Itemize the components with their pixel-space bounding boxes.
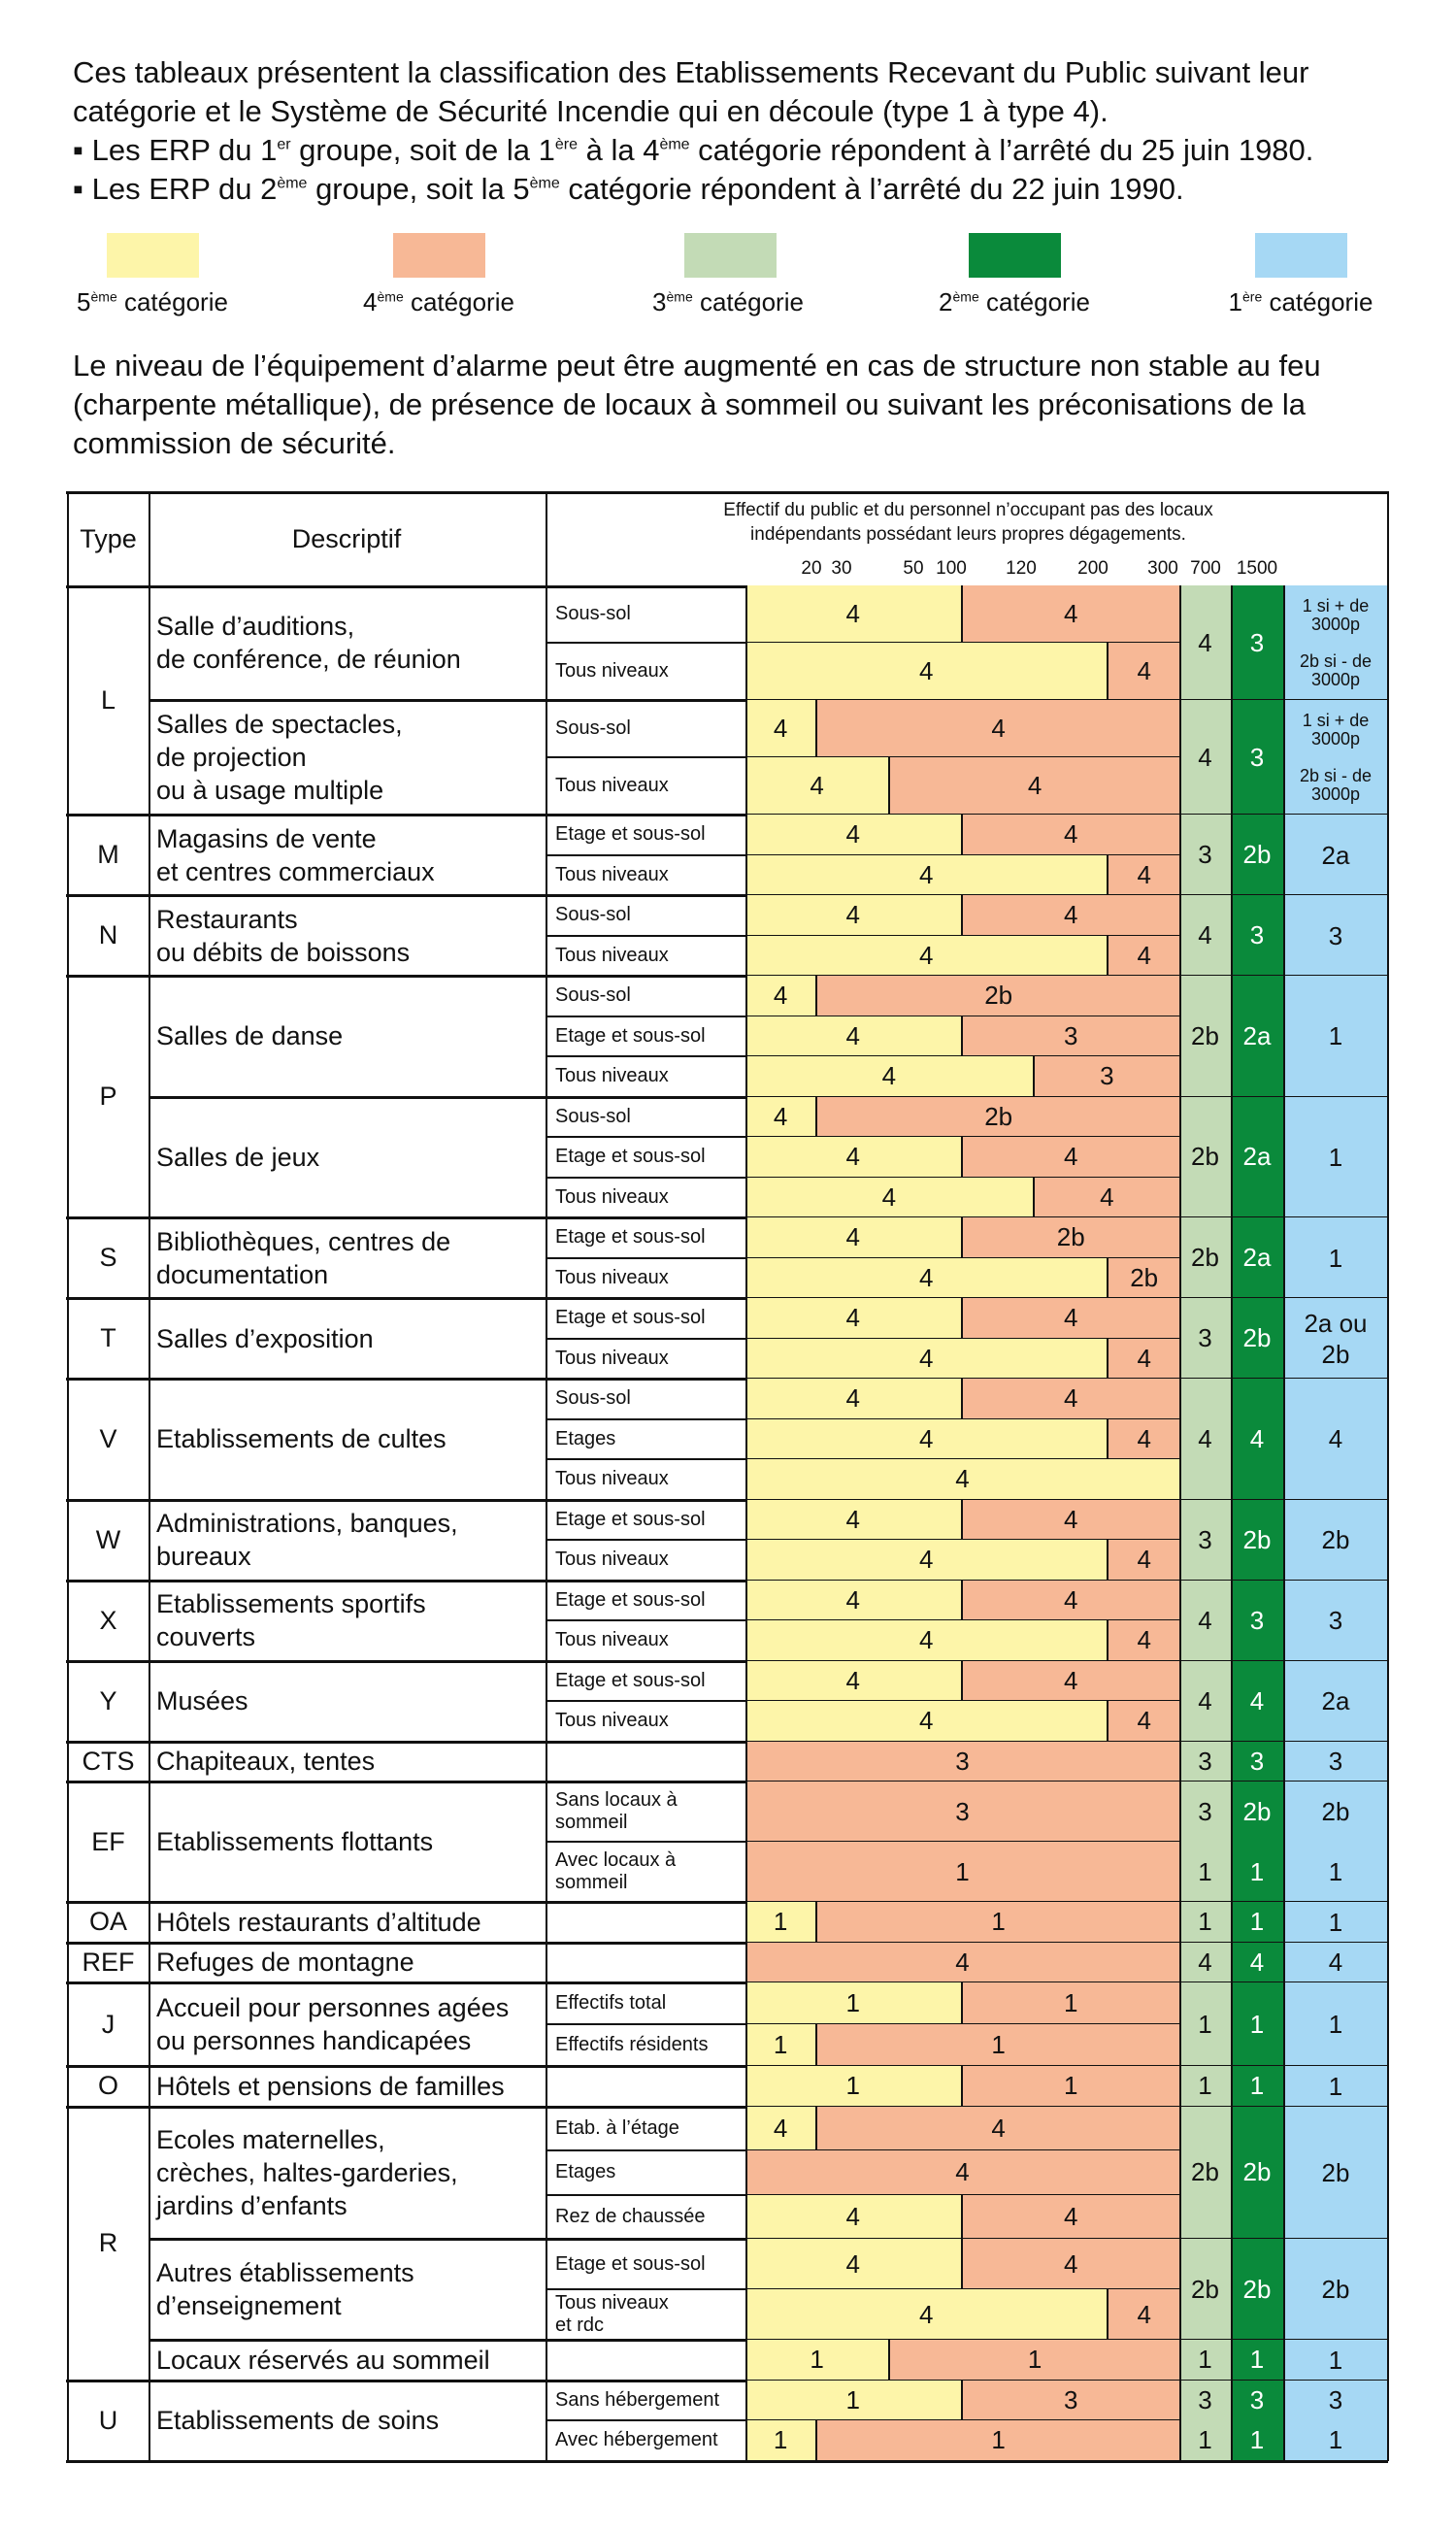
sub-row-label: Tous niveaux — [555, 660, 669, 682]
tick-label: 700 — [1190, 558, 1221, 579]
effectif-bar: 4 — [1109, 643, 1179, 700]
effectif-bar: 4 — [745, 1097, 817, 1138]
sub-row-label: Tous niveaux — [555, 1549, 669, 1571]
cat3-cell: 2b — [1179, 2107, 1231, 2240]
effectif-bar: 4 — [745, 700, 817, 757]
cat1-cell: 1 — [1283, 2066, 1388, 2107]
effectif-bar: 4 — [745, 815, 963, 855]
cat3-cell: 1 — [1179, 1902, 1231, 1943]
sub-row-label: Tous niveaux et rdc — [555, 2292, 669, 2336]
effectif-bar: 4 — [963, 2195, 1180, 2240]
effectif-bar: 2b — [1109, 1258, 1179, 1299]
effectif-bar: 1 — [890, 2340, 1179, 2381]
legend-label-cat2: 2ème catégorie — [939, 287, 1090, 316]
effectif-bar: 4 — [745, 1500, 963, 1541]
cat2-cell: 3 — [1231, 1581, 1283, 1661]
cat3-cell: 4 — [1179, 895, 1231, 976]
sub-row-label: Etage et sous-sol — [555, 1588, 706, 1611]
intro-line-3: ▪ Les ERP du 2ème groupe, soit la 5ème catégorie répondent à l’arrêté du 22 juin 1990. — [73, 172, 1184, 206]
sub-row-label: Effectifs résidents — [555, 2034, 709, 2055]
cat2-cell: 3 — [1231, 585, 1283, 700]
type-cell: V — [99, 1423, 117, 1453]
legend-label-cat1: 1ère catégorie — [1228, 287, 1373, 316]
effectif-bar: 4 — [745, 1540, 1109, 1581]
column-divider — [546, 491, 547, 2461]
cat1-cell: 4 — [1283, 1943, 1388, 1983]
header-effectif-line2: indépendants possédant leurs propres dégagements. — [750, 524, 1186, 545]
cat2-cell: 4 — [1231, 1379, 1283, 1500]
effectif-bar: 4 — [1109, 1339, 1179, 1380]
type-cell: OA — [88, 1907, 127, 1937]
cat3-cell: 4 — [1179, 1581, 1231, 1661]
cat3-cell: 1 — [1179, 1982, 1231, 2066]
effectif-bar: 4 — [963, 815, 1180, 855]
description-cell: Etablissements sportifs couverts — [156, 1589, 426, 1651]
sub-row-label: Tous niveaux — [555, 863, 669, 885]
effectif-bar: 1 — [745, 2340, 890, 2381]
cat1-cell: 3 — [1283, 1742, 1388, 1782]
cat2-cell: 2b — [1231, 815, 1283, 895]
cat1-cell: 3 — [1283, 895, 1388, 976]
cat1-cell: 1 si + de 3000p 2b si - de 3000p — [1283, 700, 1388, 815]
cat3-cell: 3 — [1179, 1500, 1231, 1581]
sub-row-label: Sous-sol — [555, 904, 631, 926]
type-cell: R — [98, 2228, 118, 2257]
cat3-cell: 2b — [1179, 1217, 1231, 1298]
cat2-cell: 2a — [1231, 976, 1283, 1097]
effectif-bar: 4 — [745, 1298, 963, 1339]
cat1-cell: 2b — [1283, 2239, 1388, 2340]
cat2-cell: 1 — [1231, 2420, 1283, 2461]
effectif-bar: 3 — [745, 1742, 1179, 1782]
description-cell: Musées — [156, 1686, 248, 1715]
effectif-bar: 4 — [745, 585, 963, 643]
cat3-cell: 4 — [1179, 1379, 1231, 1500]
cat3-cell: 2b — [1179, 1097, 1231, 1218]
effectif-bar: 4 — [745, 895, 963, 936]
cat1-cell: 1 — [1283, 1097, 1388, 1218]
description-cell: Salles de jeux — [156, 1142, 320, 1172]
header-type: Type — [80, 523, 137, 553]
sub-row-label: Tous niveaux — [555, 944, 669, 966]
sub-row-label: Etage et sous-sol — [555, 1508, 706, 1530]
effectif-bar: 4 — [745, 1178, 1035, 1218]
description-cell: Autres établissements d’enseignement — [156, 2258, 414, 2320]
description-cell: Ecoles maternelles, crèches, haltes-garderies, jardins d’enfants — [156, 2124, 458, 2220]
effectif-bar: 4 — [745, 1620, 1109, 1661]
legend-label-cat4: 4ème catégorie — [363, 287, 514, 316]
header-descriptif: Descriptif — [291, 523, 402, 553]
cat2-cell: 1 — [1231, 1982, 1283, 2066]
sub-row-label: Etage et sous-sol — [555, 1669, 706, 1691]
cat2-cell: 2b — [1231, 2239, 1283, 2340]
description-cell: Magasins de vente et centres commerciaux — [156, 823, 435, 886]
type-cell: W — [95, 1524, 121, 1554]
effectif-bar: 1 — [745, 2024, 817, 2066]
type-cell: CTS — [82, 1746, 135, 1776]
description-cell: Bibliothèques, centres de documentation — [156, 1226, 451, 1289]
tick-label: 200 — [1077, 558, 1109, 579]
effectif-bar: 2b — [817, 976, 1179, 1016]
sub-row-label: Sous-sol — [555, 1105, 631, 1127]
effectif-bar: 3 — [963, 1016, 1180, 1057]
type-cell: J — [101, 2009, 116, 2039]
effectif-bar: 1 — [817, 2420, 1179, 2461]
effectif-bar: 4 — [817, 2107, 1179, 2151]
type-cell: REF — [82, 1947, 135, 1977]
effectif-bar: 4 — [963, 1500, 1180, 1541]
effectif-bar: 1 — [745, 1982, 963, 2024]
legend-label-cat3: 3ème catégorie — [652, 287, 804, 316]
cat1-cell: 1 — [1283, 976, 1388, 1097]
effectif-bar: 1 — [817, 1902, 1179, 1943]
effectif-bar: 4 — [963, 1298, 1180, 1339]
cat2-cell: 1 — [1231, 1902, 1283, 1943]
effectif-bar: 4 — [745, 976, 817, 1016]
description-cell: Salle d’auditions, de conférence, de réunion — [156, 612, 461, 674]
alarm-note: Le niveau de l’équipement d’alarme peut être augmenté en cas de structure non stable au feu (charpente métallique), de présence de locaux à sommeil ou suivant les préconisations de la commission de sécurité. — [73, 349, 1321, 460]
type-cell: EF — [91, 1826, 125, 1856]
column-divider — [149, 491, 150, 2461]
effectif-bar: 4 — [1109, 1701, 1179, 1742]
effectif-bar: 1 — [817, 2024, 1179, 2066]
cat1-cell: 1 — [1283, 2420, 1388, 2461]
cat3-cell: 3 — [1179, 815, 1231, 895]
column-divider — [745, 585, 747, 2461]
type-cell: N — [98, 920, 118, 949]
sub-row-label: Sous-sol — [555, 603, 631, 624]
description-cell: Salles de spectacles, de projection ou à usage multiple — [156, 710, 403, 805]
column-divider — [1231, 585, 1233, 2461]
column-divider — [1387, 491, 1389, 2461]
effectif-bar: 4 — [817, 700, 1179, 757]
cat3-cell: 4 — [1179, 585, 1231, 700]
effectif-bar: 1 — [745, 1842, 1179, 1902]
sub-row-label: Tous niveaux — [555, 1629, 669, 1651]
type-cell: X — [99, 1605, 117, 1635]
cat2-cell: 4 — [1231, 1661, 1283, 1742]
cat1-cell: 1 — [1283, 1982, 1388, 2066]
tick-label: 50 — [903, 558, 924, 579]
sub-row-label: Avec hébergement — [555, 2429, 718, 2451]
tick-label: 100 — [936, 558, 967, 579]
description-cell: Refuges de montagne — [156, 1948, 414, 1978]
effectif-bar: 3 — [1035, 1056, 1179, 1097]
cat1-cell: 1 — [1283, 2340, 1388, 2381]
effectif-bar: 1 — [745, 2381, 963, 2421]
cat3-cell: 2b — [1179, 976, 1231, 1097]
effectif-bar: 4 — [963, 1661, 1180, 1702]
sub-row-label: Etages — [555, 1427, 616, 1449]
effectif-bar: 4 — [745, 2107, 817, 2151]
legend-label-cat5: 5ème catégorie — [77, 287, 228, 316]
effectif-bar: 4 — [745, 1379, 963, 1419]
cat2-cell: 1 — [1231, 1842, 1283, 1902]
sub-row-label: Effectifs total — [555, 1992, 667, 2014]
cat3-cell: 3 — [1179, 1298, 1231, 1379]
cat3-cell: 4 — [1179, 1943, 1231, 1983]
cat2-cell: 1 — [1231, 2340, 1283, 2381]
description-cell: Chapiteaux, tentes — [156, 1747, 376, 1777]
description-cell: Locaux réservés au sommeil — [156, 2345, 490, 2375]
cat2-cell: 2b — [1231, 1782, 1283, 1842]
cat1-cell: 3 — [1283, 2381, 1388, 2421]
cat3-cell: 1 — [1179, 2420, 1231, 2461]
cat3-cell: 2b — [1179, 2239, 1231, 2340]
effectif-bar: 4 — [745, 1581, 963, 1621]
effectif-bar: 4 — [745, 2239, 963, 2289]
effectif-bar: 4 — [745, 1701, 1109, 1742]
column-divider — [1179, 585, 1181, 2461]
tick-label: 300 — [1147, 558, 1178, 579]
description-cell: Salles de danse — [156, 1021, 344, 1051]
description-cell: Hôtels et pensions de familles — [156, 2071, 505, 2101]
effectif-bar: 4 — [1109, 1620, 1179, 1661]
cat1-cell: 2b — [1283, 1500, 1388, 1581]
cat3-cell: 1 — [1179, 1842, 1231, 1902]
effectif-bar: 4 — [1109, 1419, 1179, 1460]
cat3-cell: 4 — [1179, 700, 1231, 815]
effectif-bar: 4 — [890, 757, 1179, 815]
cat1-cell: 2a — [1283, 1661, 1388, 1742]
cat1-cell: 4 — [1283, 1379, 1388, 1500]
effectif-bar: 4 — [745, 855, 1109, 896]
cat3-cell: 3 — [1179, 2381, 1231, 2421]
effectif-bar: 4 — [963, 2239, 1180, 2289]
header-effectif-line1: Effectif du public et du personnel n’occupant pas des locaux — [723, 500, 1213, 520]
description-cell: Salles d’exposition — [156, 1323, 374, 1353]
sub-row-label: Sans locaux à sommeil — [555, 1789, 678, 1833]
cat3-cell: 4 — [1179, 1661, 1231, 1742]
cat3-cell: 3 — [1179, 1742, 1231, 1782]
effectif-bar: 4 — [1109, 2289, 1179, 2340]
effectif-bar: 3 — [963, 2381, 1180, 2421]
cat1-cell: 2b — [1283, 1782, 1388, 1842]
tick-label: 1500 — [1236, 558, 1278, 579]
effectif-bar: 4 — [745, 1056, 1035, 1097]
effectif-bar: 4 — [745, 936, 1109, 977]
effectif-bar: 4 — [745, 1661, 963, 1702]
effectif-bar: 4 — [745, 1137, 963, 1178]
effectif-bar: 4 — [963, 585, 1180, 643]
effectif-bar: 1 — [963, 1982, 1180, 2024]
effectif-bar: 4 — [745, 2150, 1179, 2195]
effectif-bar: 4 — [1109, 936, 1179, 977]
effectif-bar: 3 — [745, 1782, 1179, 1842]
effectif-bar: 4 — [745, 757, 890, 815]
effectif-bar: 4 — [963, 1581, 1180, 1621]
sub-row-label: Tous niveaux — [555, 1065, 669, 1087]
sub-row-label: Etage et sous-sol — [555, 1024, 706, 1047]
effectif-bar: 4 — [745, 2289, 1109, 2340]
sub-row-label: Etab. à l’étage — [555, 2116, 679, 2139]
sub-row-label: Etage et sous-sol — [555, 1226, 706, 1249]
effectif-bar: 1 — [963, 2066, 1180, 2107]
cat1-cell: 3 — [1283, 1581, 1388, 1661]
cat3-cell: 3 — [1179, 1782, 1231, 1842]
sub-row-label: Tous niveaux — [555, 1266, 669, 1288]
cat2-cell: 3 — [1231, 700, 1283, 815]
column-divider — [1283, 585, 1285, 2461]
type-cell: O — [97, 2071, 118, 2101]
sub-row-label: Tous niveaux — [555, 775, 669, 796]
cat1-cell: 2a ou 2b — [1283, 1298, 1388, 1379]
cat2-cell: 2b — [1231, 1500, 1283, 1581]
effectif-bar: 4 — [1035, 1178, 1179, 1218]
description-cell: Administrations, banques, bureaux — [156, 1509, 458, 1571]
effectif-bar: 4 — [963, 895, 1180, 936]
type-cell: Y — [99, 1685, 117, 1715]
cat3-cell: 1 — [1179, 2340, 1231, 2381]
effectif-bar: 4 — [745, 1016, 963, 1057]
type-cell: S — [99, 1243, 117, 1272]
sub-row-label: Etage et sous-sol — [555, 823, 706, 846]
effectif-bar: 1 — [745, 1902, 817, 1943]
sub-row-label: Sans hébergement — [555, 2388, 720, 2411]
type-cell: T — [100, 1323, 116, 1352]
effectif-bar: 2b — [963, 1217, 1180, 1258]
cat2-cell: 2b — [1231, 2107, 1283, 2240]
row-divider — [66, 491, 1388, 494]
effectif-bar: 4 — [1109, 1540, 1179, 1581]
sub-row-label: Etage et sous-sol — [555, 1146, 706, 1168]
effectif-bar: 4 — [963, 1379, 1180, 1419]
sub-row-label: Sous-sol — [555, 717, 631, 739]
row-divider — [66, 2460, 1388, 2463]
description-cell: Etablissements de cultes — [156, 1424, 447, 1454]
type-cell: P — [99, 1082, 117, 1111]
effectif-bar: 1 — [745, 2066, 963, 2107]
cat1-cell: 2a — [1283, 815, 1388, 895]
description-cell: Hôtels restaurants d’altitude — [156, 1907, 481, 1937]
intro-line-1: Ces tableaux présentent la classification des Etablissements Recevant du Public suivant leur catégorie et le Système de Sécurité Incendie qui en découle (type 1 à type 4). — [73, 55, 1309, 128]
description-cell: Etablissements flottants — [156, 1827, 434, 1856]
effectif-bar: 4 — [963, 1137, 1180, 1178]
sub-row-label: Sous-sol — [555, 984, 631, 1007]
tick-label: 120 — [1006, 558, 1037, 579]
description-cell: Restaurants ou débits de boissons — [156, 904, 411, 967]
tick-label: 30 — [831, 558, 852, 579]
cat2-cell: 2a — [1231, 1217, 1283, 1298]
effectif-bar: 4 — [745, 2195, 963, 2240]
cat1-cell: 1 — [1283, 1902, 1388, 1943]
cat2-cell: 3 — [1231, 895, 1283, 976]
cat1-cell: 1 si + de 3000p 2b si - de 3000p — [1283, 585, 1388, 700]
cat2-cell: 2b — [1231, 1298, 1283, 1379]
type-cell: L — [100, 684, 116, 715]
cat3-cell: 1 — [1179, 2066, 1231, 2107]
sub-row-label: Rez de chaussée — [555, 2205, 706, 2227]
effectif-bar: 2b — [817, 1097, 1179, 1138]
description-cell: Accueil pour personnes agées ou personnes handicapées — [156, 1993, 510, 2055]
sub-row-label: Etage et sous-sol — [555, 2252, 706, 2275]
type-cell: M — [97, 840, 119, 869]
type-cell: U — [98, 2405, 118, 2435]
sub-row-label: Etages — [555, 2161, 616, 2183]
sub-row-label: Tous niveaux — [555, 1468, 669, 1490]
cat2-cell: 3 — [1231, 1742, 1283, 1782]
sub-row-label: Sous-sol — [555, 1387, 631, 1410]
sub-row-label: Tous niveaux — [555, 1185, 669, 1208]
effectif-bar: 1 — [745, 2420, 817, 2461]
effectif-bar: 4 — [745, 1943, 1179, 1983]
effectif-bar: 4 — [745, 1258, 1109, 1299]
effectif-bar: 4 — [745, 1339, 1109, 1380]
effectif-bar: 4 — [745, 1459, 1179, 1500]
cat2-cell: 2a — [1231, 1097, 1283, 1218]
tick-label: 20 — [801, 558, 822, 579]
cat1-cell: 2b — [1283, 2107, 1388, 2240]
effectif-bar: 4 — [745, 1217, 963, 1258]
sub-row-label: Avec locaux à sommeil — [555, 1849, 677, 1893]
effectif-bar: 4 — [745, 1419, 1109, 1460]
sub-row-label: Tous niveaux — [555, 1710, 669, 1732]
sub-row-label: Tous niveaux — [555, 1347, 669, 1369]
intro-line-2: ▪ Les ERP du 1er groupe, soit de la 1ère à la 4ème catégorie répondent à l’arrêté du 25 juin 1980. — [73, 133, 1314, 167]
cat2-cell: 3 — [1231, 2381, 1283, 2421]
cat1-cell: 1 — [1283, 1842, 1388, 1902]
column-divider — [67, 491, 69, 2461]
description-cell: Etablissements de soins — [156, 2406, 440, 2435]
sub-row-label: Etage et sous-sol — [555, 1307, 706, 1329]
effectif-bar: 4 — [1109, 855, 1179, 896]
cat1-cell: 1 — [1283, 1217, 1388, 1298]
effectif-bar: 4 — [745, 643, 1109, 700]
cat2-cell: 1 — [1231, 2066, 1283, 2107]
cat2-cell: 4 — [1231, 1943, 1283, 1983]
